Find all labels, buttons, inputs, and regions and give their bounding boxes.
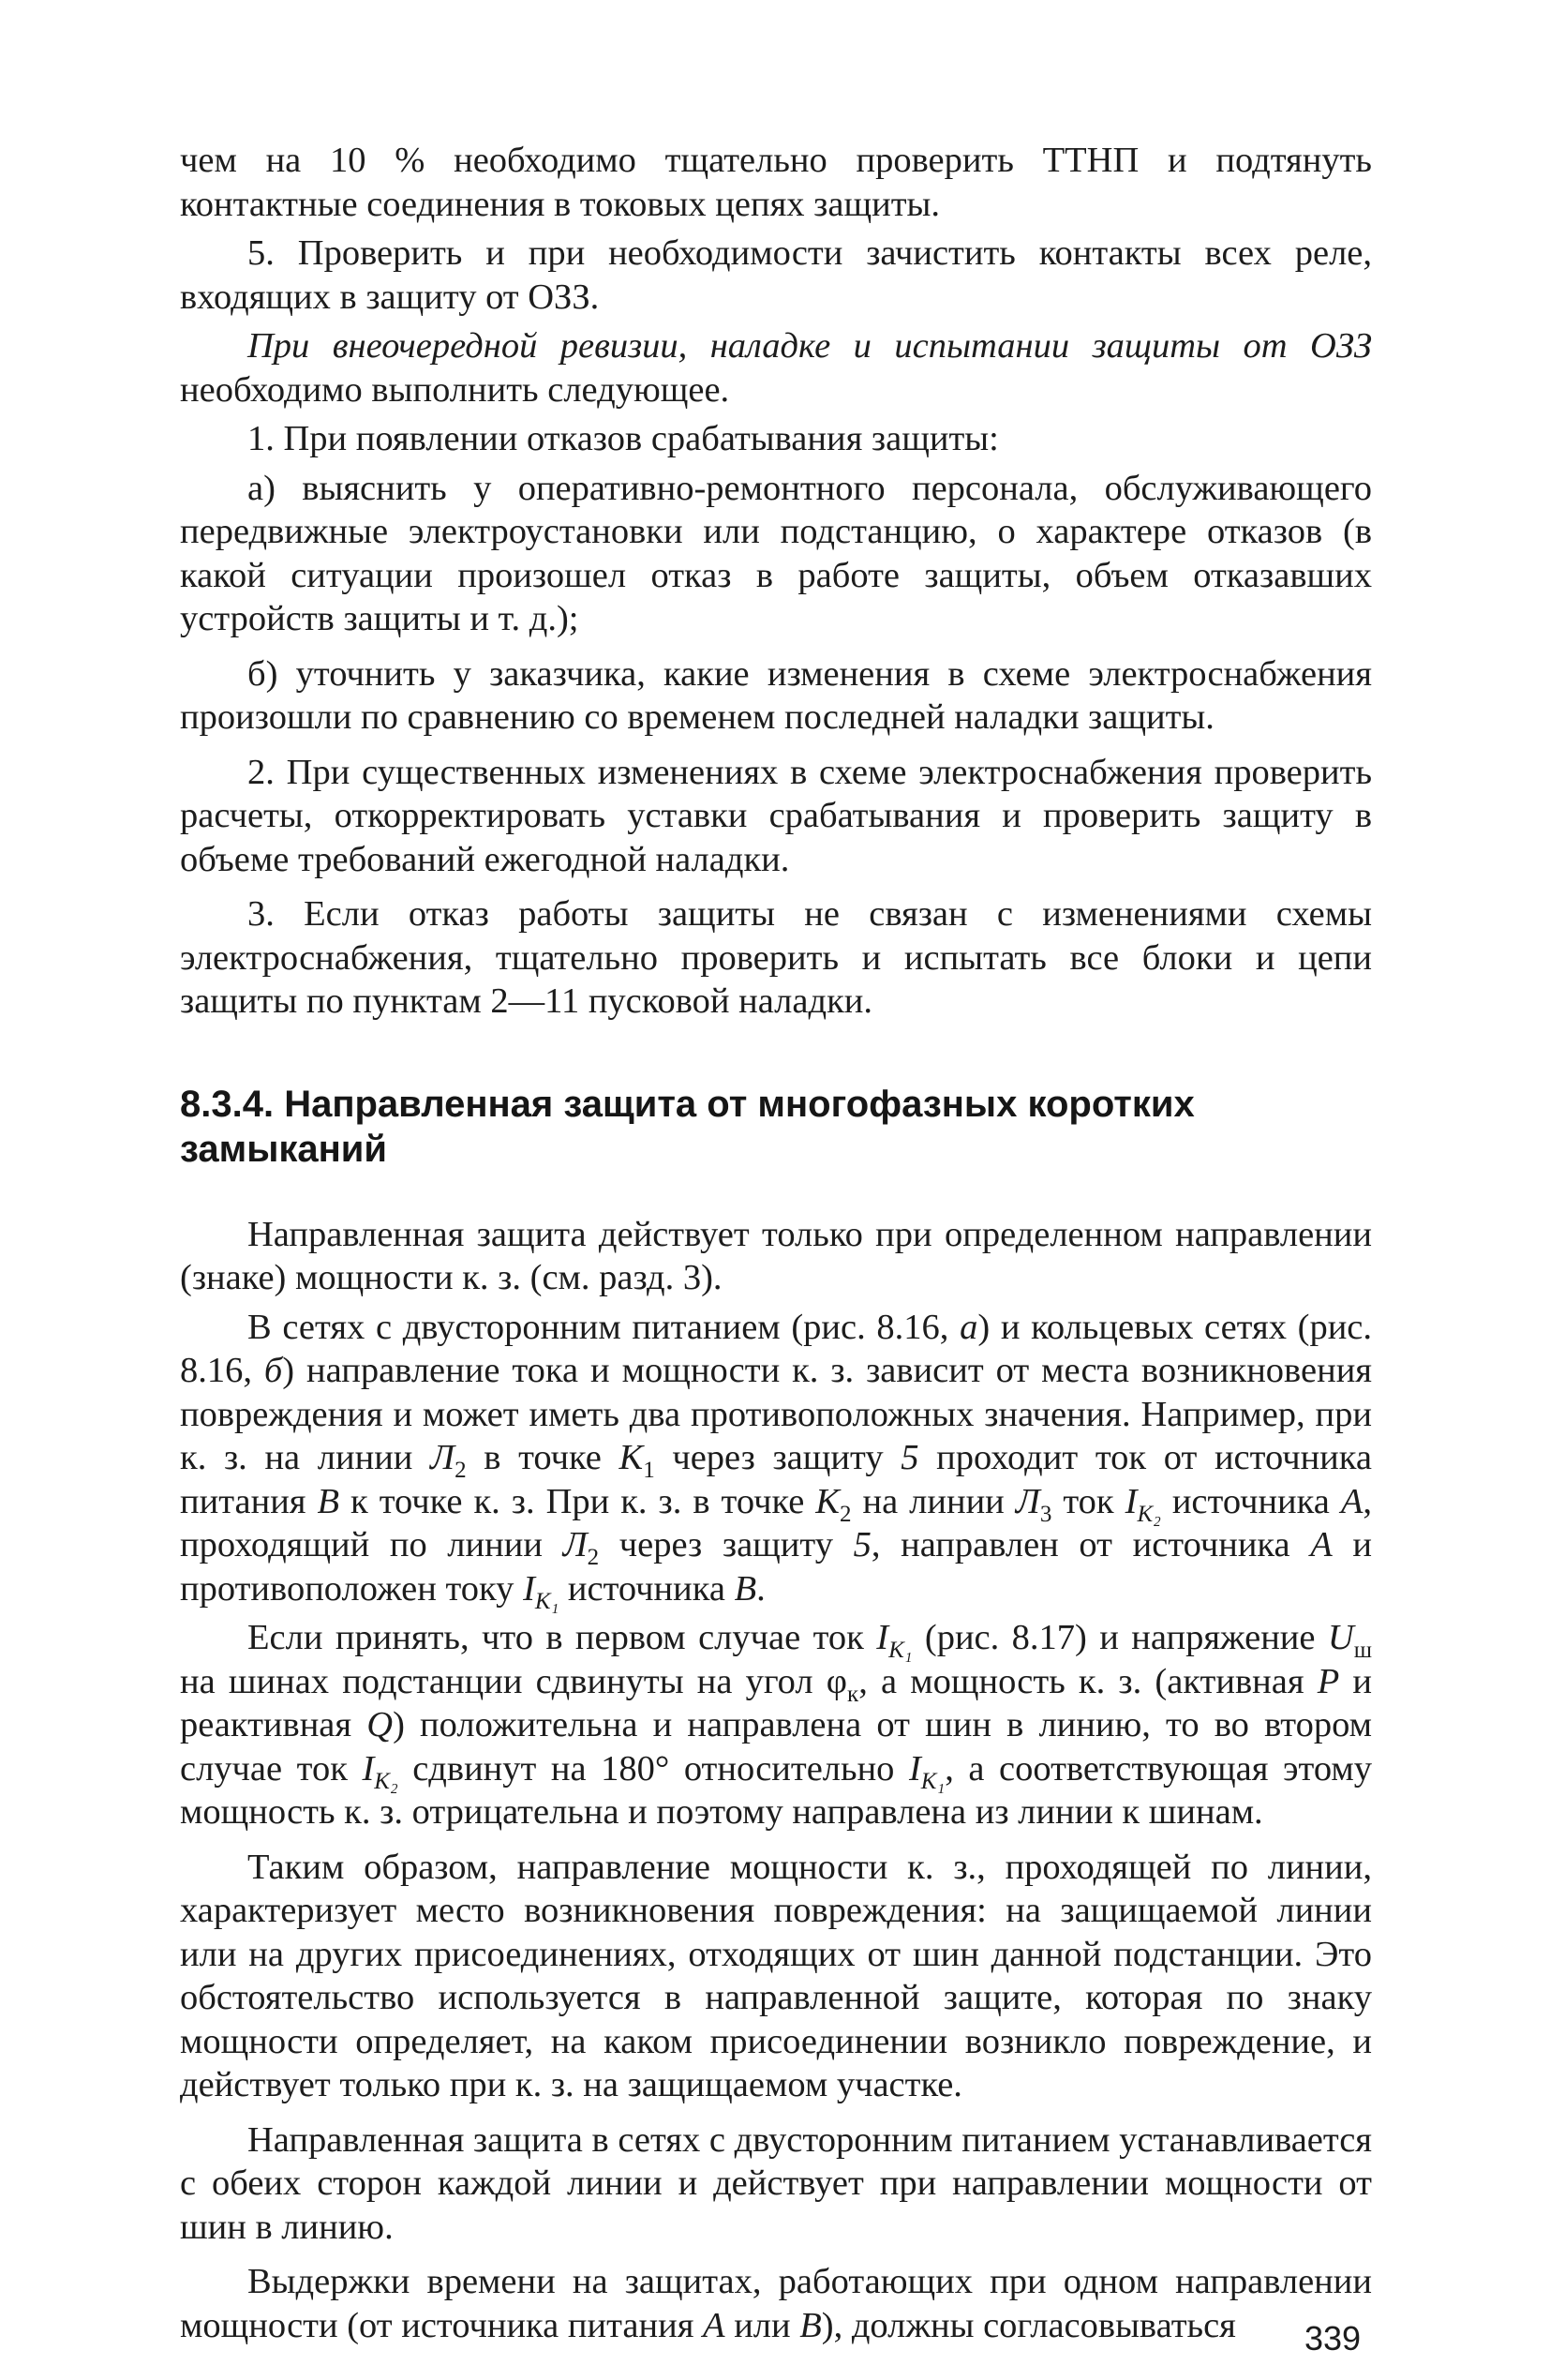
paragraph-item-3: 3. Если отказ работы защиты не связан с изменениями схемы электроснабжения, тщательно проверить и испытать все блоки и цепи защиты по пунктам 2—11 пусковой наладки. [180, 894, 1372, 1021]
paragraph-item-5: 5. Проверить и при необходимости зачистить контакты всех реле, входящих в защиту от ОЗЗ. [180, 233, 1372, 317]
paragraph-phase-shift: Если принять, что в первом случае ток $I_{K_1}$ (рис. 8.17) и напряжение $U_ш$ на шинах подстанции сдвинуты на угол $\varphi_к$, а мощность к. з. (активная P и реактивная Q) положительна и направлена от шин в линию, то во втором случае ток $I_{K_2}$ сдвинут на 180° относительно $I_{K_1}$, а соответствующая этому мощность к. з. отрицательна и поэтому направлена из линии к шинам. [180, 1618, 1372, 1832]
paragraph-installation: Направленная защита в сетях с двусторонним питанием устанавливается с обеих сторон каждой линии и действует при направлении мощности от шин в линию. [180, 2119, 1372, 2247]
page-number: 339 [1304, 2319, 1362, 2358]
paragraph-continuation: чем на 10 % необходимо тщательно проверить ТТНП и подтянуть контактные соединения в токовых цепях защиты. [180, 141, 1372, 224]
paragraph-two-sided-supply: В сетях с двусторонним питанием (рис. 8.16, а) и кольцевых сетях (рис. 8.16, б) направление тока и мощности к. з. зависит от места возникновения повреждения и может иметь два противоположных значения. Например, при к. з. на линии $Л_2$ в точке $K_1$ через защиту 5 проходит ток от источника питания B к точке к. з. При к. з. в точке $K_2$ на линии $Л_3$ ток $I_{K_2}$ источника A, проходящий по линии $Л_2$ через защиту 5, направлен от источника A и противоположен току $I_{K_1}$ источника B. [180, 1307, 1373, 1614]
paragraph-unscheduled-intro [180, 324, 1372, 412]
italic-lead: При внеочередной ревизии, наладке и испытании защиты от ОЗЗ [247, 326, 1372, 366]
paragraph-time-delays: Выдержки времени на защитах, работающих при одном направлении мощности (от источника питания A или B), должны согласовываться [180, 2262, 1372, 2345]
paragraph-item-a: а) выяснить у оперативно-ремонтного персонала, обслуживающего передвижные электроустановки или подстанцию, о характере отказов (в какой ситуации произошел отказ в работе защиты, объем отказавших устройств защиты и т. д.); [180, 468, 1372, 638]
page-body [180, 139, 1372, 2347]
section-heading: 8.3.4. Направленная защита от многофазных коротких замыканий [180, 1083, 1195, 1170]
paragraph-text: необходимо выполнить следующее. [180, 369, 730, 410]
paragraph-directional-intro: Направленная защита действует только при определенном направлении (знаке) мощности к. з. (см. разд. 3). [180, 1214, 1372, 1297]
paragraph-item-2: 2. При существенных изменениях в схеме электроснабжения проверить расчеты, откорректировать уставки срабатывания и проверить защиту в объеме требований ежегодной наладки. [180, 752, 1372, 879]
paragraph-power-direction: Таким образом, направление мощности к. з., проходящей по линии, характеризует место возникновения повреждения: на защищаемой линии или на других присоединениях, отходящих от шин данной подстанции. Это обстоятельство используется в направленной защите, которая по знаку мощности определяет, на каком присоединении возникло повреждение, и действует только при к. з. на защищаемом участке. [180, 1847, 1372, 2104]
paragraph-item-b: б) уточнить у заказчика, какие изменения в схеме электроснабжения произошли по сравнению со временем последней наладки защиты. [180, 653, 1372, 737]
paragraph-item-1: 1. При появлении отказов срабатывания защиты: [247, 419, 999, 458]
